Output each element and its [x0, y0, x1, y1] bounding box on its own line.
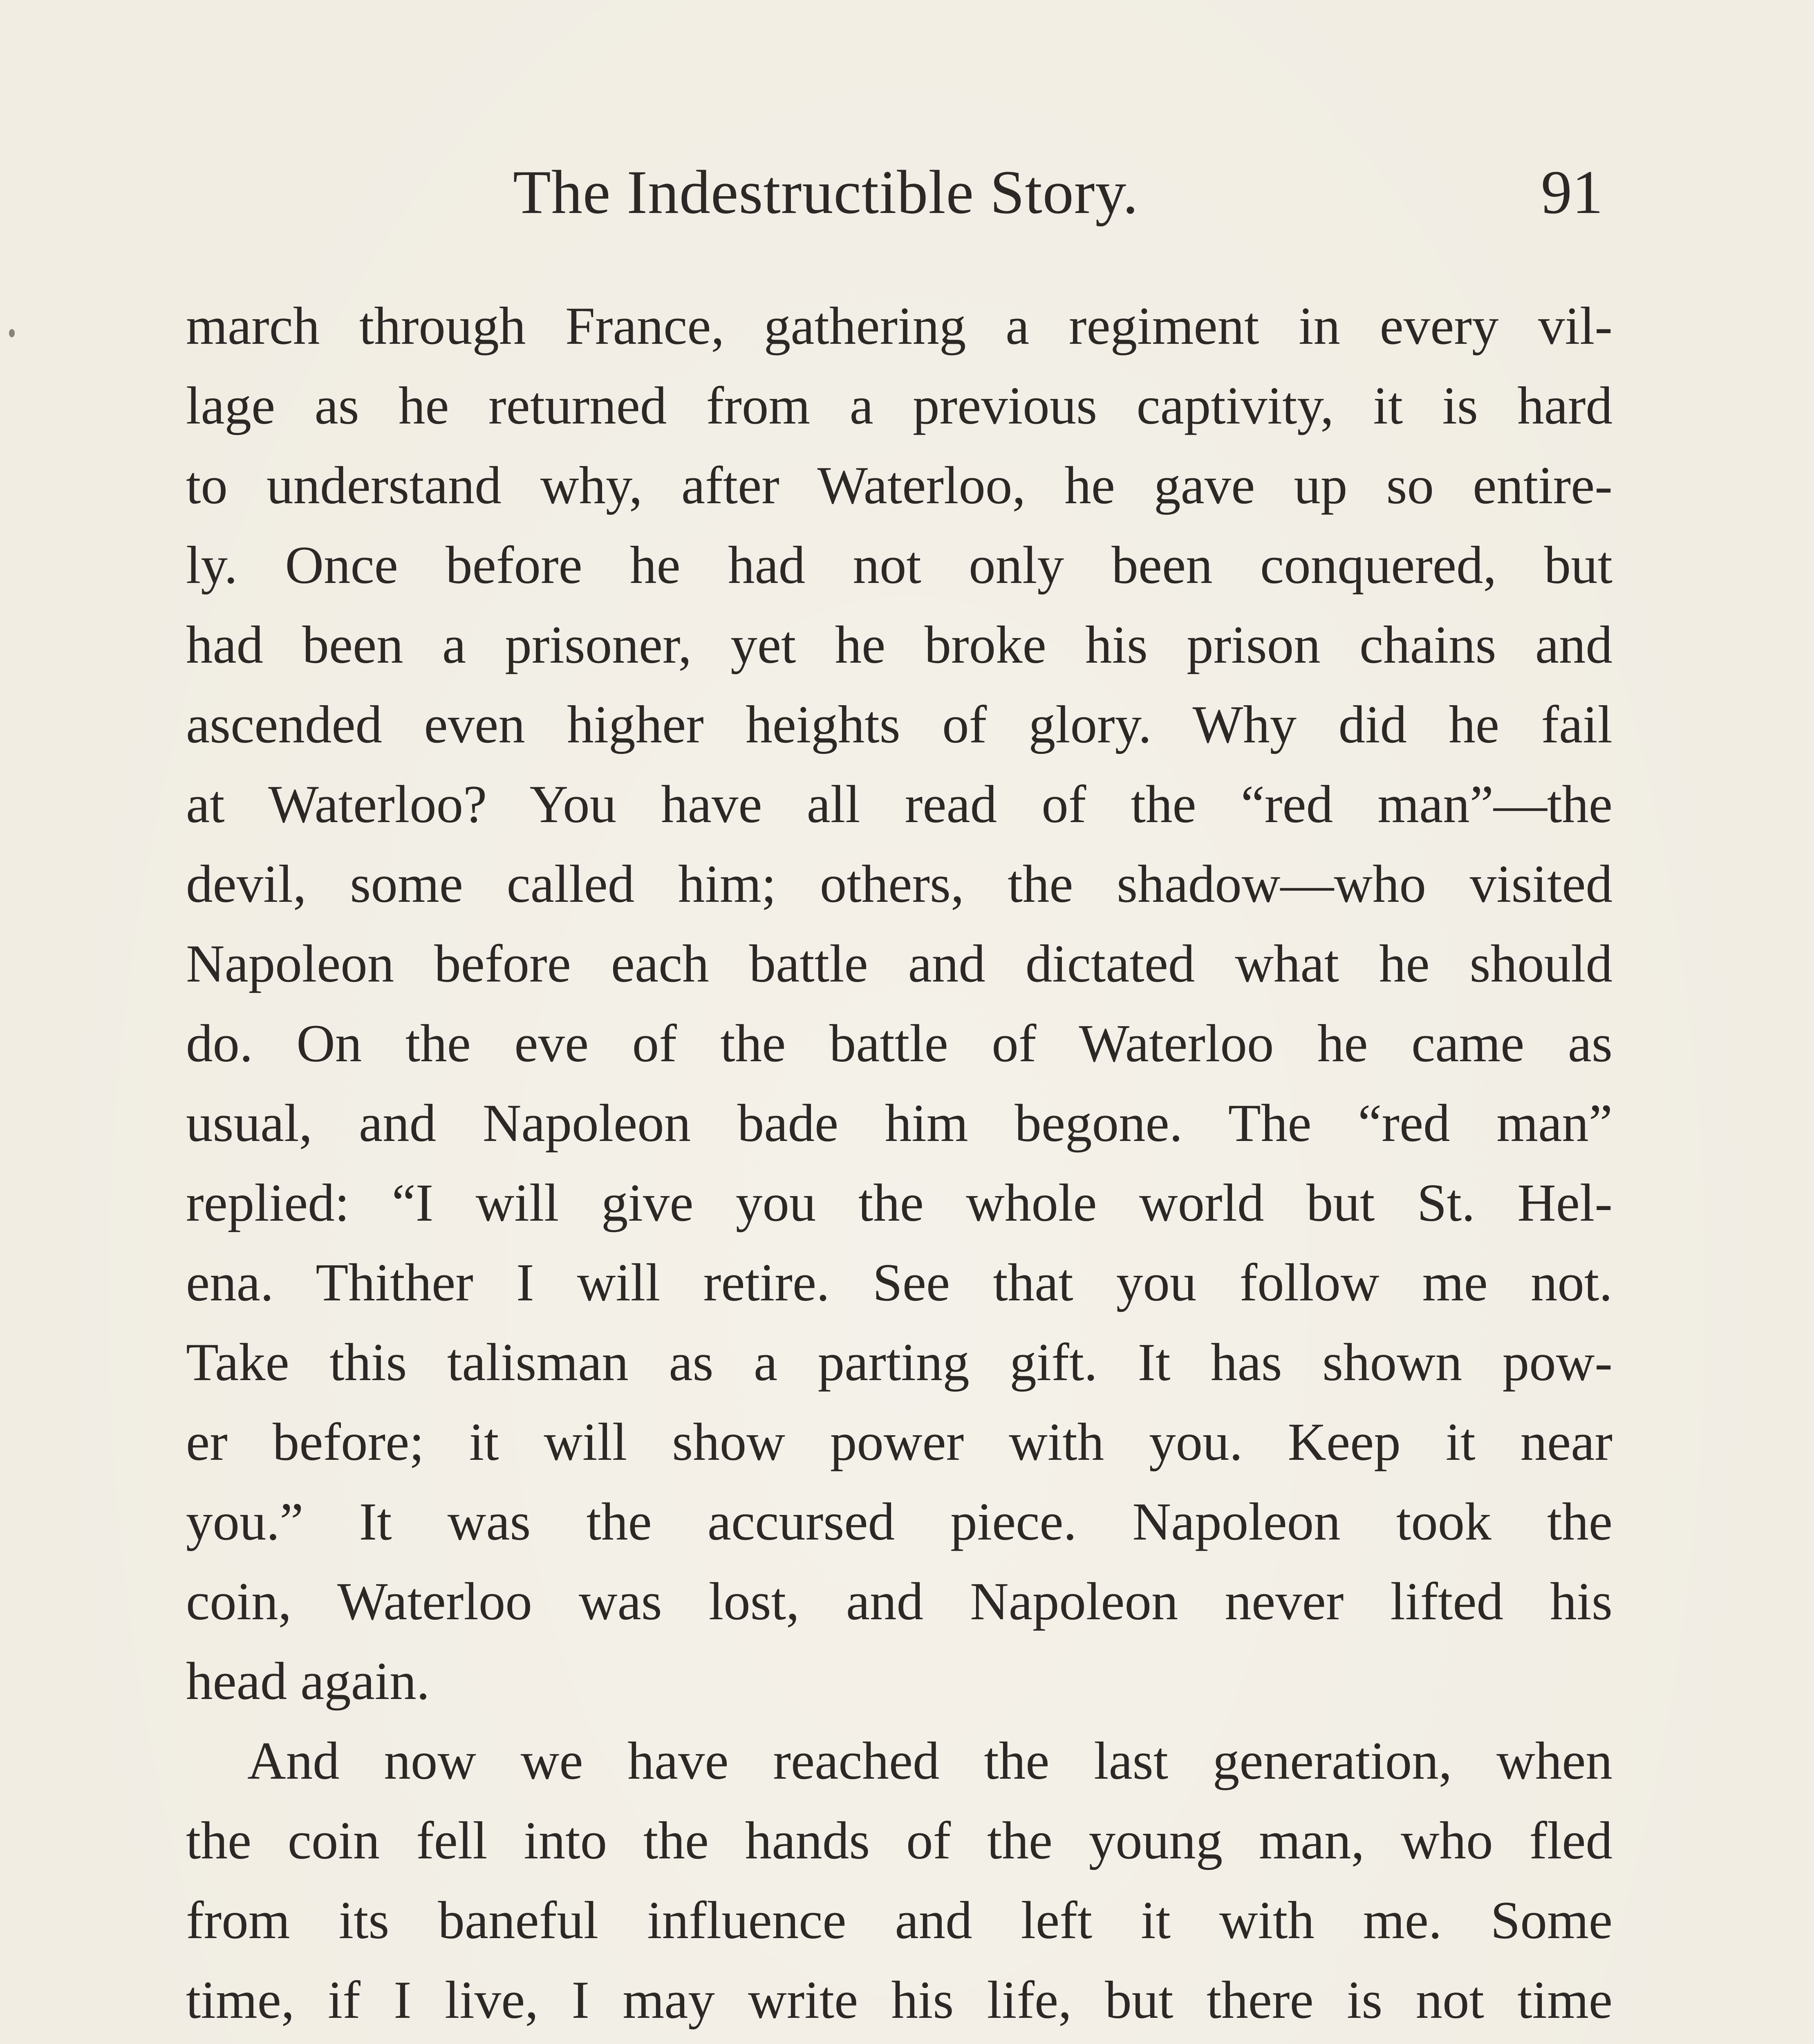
text-line: Napoleon before each battle and dictated what he should [186, 934, 1612, 993]
text-line: er before; it will show power with you. Keep it near [186, 1412, 1612, 1472]
text-line: ena. Thither I will retire. See that you follow me not. [186, 1253, 1612, 1312]
paragraph-1 [186, 286, 1612, 1721]
body-text [186, 286, 1612, 2044]
text-line: do. On the eve of the battle of Waterloo he came as [186, 1014, 1612, 1073]
text-line: replied: “I will give you the whole world but St. Hel- [186, 1173, 1612, 1233]
text-line: had been a prisoner, yet he broke his prison chains and [186, 615, 1612, 675]
page-speck [9, 329, 15, 337]
text-line: coin, Waterloo was lost, and Napoleon never lifted his [186, 1572, 1612, 1631]
page-number: 91 [1541, 158, 1603, 226]
text-line: march through France, gathering a regiment in every vil- [186, 296, 1612, 356]
text-line: you.” It was the accursed piece. Napoleon took the [186, 1492, 1612, 1551]
text-line: ascended even higher heights of glory. Why did he fail [186, 695, 1612, 754]
running-title: The Indestructible Story. [513, 158, 1139, 226]
running-head [0, 151, 1814, 233]
text-line: Take this talisman as a parting gift. It has shown pow- [186, 1333, 1612, 1392]
text-line: lage as he returned from a previous captivity, it is hard [186, 376, 1612, 435]
text-line: usual, and Napoleon bade him begone. The “red man” [186, 1094, 1612, 1153]
text-line: devil, some called him; others, the shadow—who visited [186, 854, 1612, 914]
text-line: head again. [186, 1652, 430, 1711]
text-line [186, 2040, 1612, 2044]
text-line: And now we have reached the last generation, when [247, 1731, 1612, 1791]
text-line: at Waterloo? You have all read of the “red man”—the [186, 775, 1612, 834]
text-line: ly. Once before he had not only been conquered, but [186, 536, 1612, 595]
text-line: the coin fell into the hands of the young man, who fled [186, 1811, 1612, 1870]
paragraph-2 [186, 1721, 1612, 2044]
text-line: from its baneful influence and left it with me. Some [186, 1891, 1612, 1950]
text-line: to understand why, after Waterloo, he gave up so entire- [186, 456, 1612, 515]
text-line: time, if I live, I may write his life, but there is not time [186, 1970, 1612, 2030]
